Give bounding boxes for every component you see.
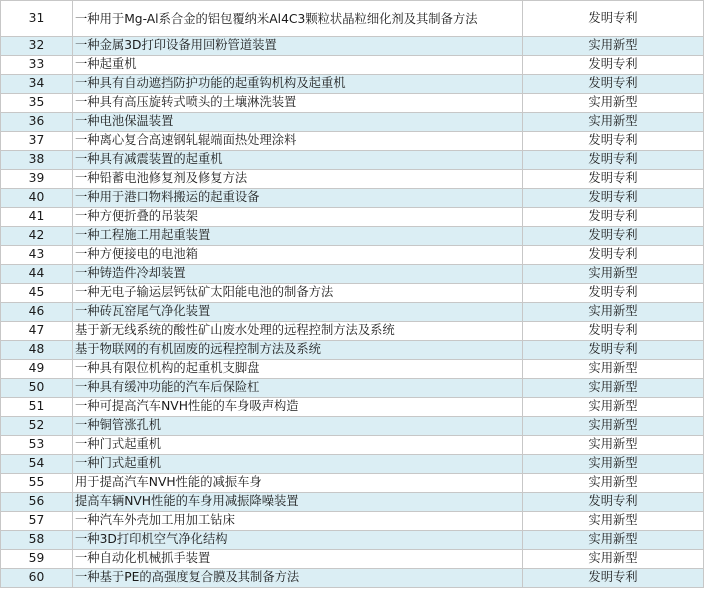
- patent-title-cell: 一种具有缓冲功能的汽车后保险杠: [73, 379, 523, 398]
- row-number-cell: 59: [1, 550, 73, 569]
- row-number-cell: 58: [1, 531, 73, 550]
- table-row: [1, 94, 704, 113]
- row-number-cell: 32: [1, 37, 73, 56]
- patent-type-cell: 实用新型: [523, 417, 704, 436]
- patent-type-cell: 发明专利: [523, 569, 704, 588]
- row-number-cell: 49: [1, 360, 73, 379]
- patent-title-cell: 一种汽车外壳加工用加工钻床: [73, 512, 523, 531]
- table-row: [1, 455, 704, 474]
- row-number-cell: 54: [1, 455, 73, 474]
- patent-type-cell: 发明专利: [523, 56, 704, 75]
- patent-title-cell: 提高车辆NVH性能的车身用减振降噪装置: [73, 493, 523, 512]
- table-row: [1, 531, 704, 550]
- patent-title-cell: 一种具有自动遮挡防护功能的起重钩机构及起重机: [73, 75, 523, 94]
- row-number-cell: 52: [1, 417, 73, 436]
- row-number-cell: 46: [1, 303, 73, 322]
- table-row: [1, 132, 704, 151]
- row-number-cell: 51: [1, 398, 73, 417]
- row-number-cell: 38: [1, 151, 73, 170]
- row-number-cell: 39: [1, 170, 73, 189]
- patent-title-cell: 一种具有高压旋转式喷头的土壤淋洗装置: [73, 94, 523, 113]
- patent-type-cell: 发明专利: [523, 1, 704, 37]
- table-row: [1, 113, 704, 132]
- row-number-cell: 42: [1, 227, 73, 246]
- row-number-cell: 60: [1, 569, 73, 588]
- table-row: [1, 56, 704, 75]
- patent-title-cell: 基于物联网的有机固废的远程控制方法及系统: [73, 341, 523, 360]
- row-number-cell: 43: [1, 246, 73, 265]
- table-row: [1, 208, 704, 227]
- table-row: [1, 379, 704, 398]
- patent-title-cell: 用于提高汽车NVH性能的减振车身: [73, 474, 523, 493]
- patent-type-cell: 发明专利: [523, 151, 704, 170]
- patent-type-cell: 发明专利: [523, 341, 704, 360]
- table-row: [1, 398, 704, 417]
- row-number-cell: 57: [1, 512, 73, 531]
- patent-title-cell: 一种方便折叠的吊装架: [73, 208, 523, 227]
- table-row: [1, 37, 704, 56]
- table-row: [1, 284, 704, 303]
- patent-table-body: [1, 1, 704, 588]
- patent-type-cell: 实用新型: [523, 550, 704, 569]
- patent-title-cell: 一种用于港口物料搬运的起重设备: [73, 189, 523, 208]
- row-number-cell: 34: [1, 75, 73, 94]
- row-number-cell: 40: [1, 189, 73, 208]
- patent-type-cell: 实用新型: [523, 303, 704, 322]
- table-row: [1, 322, 704, 341]
- patent-type-cell: 发明专利: [523, 322, 704, 341]
- row-number-cell: 36: [1, 113, 73, 132]
- patent-title-cell: 一种离心复合高速钢轧辊端面热处理涂料: [73, 132, 523, 151]
- patent-type-cell: 实用新型: [523, 94, 704, 113]
- patent-type-cell: 实用新型: [523, 379, 704, 398]
- patent-title-cell: 一种铸造件冷却装置: [73, 265, 523, 284]
- patent-title-cell: 一种自动化机械抓手装置: [73, 550, 523, 569]
- patent-type-cell: 实用新型: [523, 455, 704, 474]
- table-row: [1, 474, 704, 493]
- table-row: [1, 569, 704, 588]
- patent-title-cell: 一种无电子输运层钙钛矿太阳能电池的制备方法: [73, 284, 523, 303]
- row-number-cell: 56: [1, 493, 73, 512]
- table-row: [1, 436, 704, 455]
- table-row: [1, 493, 704, 512]
- table-row: [1, 550, 704, 569]
- patent-type-cell: 发明专利: [523, 493, 704, 512]
- patent-title-cell: 基于新无线系统的酸性矿山废水处理的远程控制方法及系统: [73, 322, 523, 341]
- patent-title-cell: 一种门式起重机: [73, 436, 523, 455]
- row-number-cell: 48: [1, 341, 73, 360]
- patent-title-cell: 一种铜管涨孔机: [73, 417, 523, 436]
- table-row: [1, 227, 704, 246]
- patent-type-cell: 发明专利: [523, 284, 704, 303]
- table-row: [1, 265, 704, 284]
- patent-type-cell: 实用新型: [523, 436, 704, 455]
- patent-title-cell: 一种3D打印机空气净化结构: [73, 531, 523, 550]
- table-row: [1, 341, 704, 360]
- row-number-cell: 50: [1, 379, 73, 398]
- patent-type-cell: 发明专利: [523, 170, 704, 189]
- patent-title-cell: 一种具有减震装置的起重机: [73, 151, 523, 170]
- row-number-cell: 53: [1, 436, 73, 455]
- patent-type-cell: 发明专利: [523, 75, 704, 94]
- patent-type-cell: 实用新型: [523, 113, 704, 132]
- patent-title-cell: 一种用于Mg-Al系合金的铝包覆纳米Al4C3颗粒状晶粒细化剂及其制备方法: [73, 1, 523, 37]
- patent-title-cell: 一种基于PE的高强度复合膜及其制备方法: [73, 569, 523, 588]
- row-number-cell: 47: [1, 322, 73, 341]
- row-number-cell: 31: [1, 1, 73, 37]
- patent-type-cell: 实用新型: [523, 37, 704, 56]
- row-number-cell: 45: [1, 284, 73, 303]
- patent-title-cell: 一种具有限位机构的起重机支脚盘: [73, 360, 523, 379]
- patent-type-cell: 实用新型: [523, 531, 704, 550]
- patent-type-cell: 实用新型: [523, 512, 704, 531]
- row-number-cell: 44: [1, 265, 73, 284]
- patent-title-cell: 一种铅蓄电池修复剂及修复方法: [73, 170, 523, 189]
- patent-type-cell: 发明专利: [523, 189, 704, 208]
- table-row: [1, 1, 704, 37]
- patent-type-cell: 发明专利: [523, 208, 704, 227]
- row-number-cell: 55: [1, 474, 73, 493]
- patent-type-cell: 实用新型: [523, 398, 704, 417]
- table-row: [1, 246, 704, 265]
- patent-type-cell: 发明专利: [523, 132, 704, 151]
- row-number-cell: 37: [1, 132, 73, 151]
- table-row: [1, 360, 704, 379]
- table-row: [1, 151, 704, 170]
- table-row: [1, 417, 704, 436]
- patent-type-cell: 实用新型: [523, 265, 704, 284]
- row-number-cell: 41: [1, 208, 73, 227]
- table-row: [1, 75, 704, 94]
- patent-title-cell: 一种金属3D打印设备用回粉管道装置: [73, 37, 523, 56]
- patent-type-cell: 实用新型: [523, 360, 704, 379]
- patent-title-cell: 一种方便接电的电池箱: [73, 246, 523, 265]
- table-row: [1, 512, 704, 531]
- patent-type-cell: 实用新型: [523, 474, 704, 493]
- patent-type-cell: 发明专利: [523, 246, 704, 265]
- patent-type-cell: 发明专利: [523, 227, 704, 246]
- patent-title-cell: 一种起重机: [73, 56, 523, 75]
- table-row: [1, 303, 704, 322]
- patent-title-cell: 一种工程施工用起重装置: [73, 227, 523, 246]
- table-row: [1, 170, 704, 189]
- patent-title-cell: 一种可提高汽车NVH性能的车身吸声构造: [73, 398, 523, 417]
- patent-title-cell: 一种门式起重机: [73, 455, 523, 474]
- patent-title-cell: 一种电池保温装置: [73, 113, 523, 132]
- row-number-cell: 33: [1, 56, 73, 75]
- patent-title-cell: 一种砖瓦窑尾气净化装置: [73, 303, 523, 322]
- table-row: [1, 189, 704, 208]
- row-number-cell: 35: [1, 94, 73, 113]
